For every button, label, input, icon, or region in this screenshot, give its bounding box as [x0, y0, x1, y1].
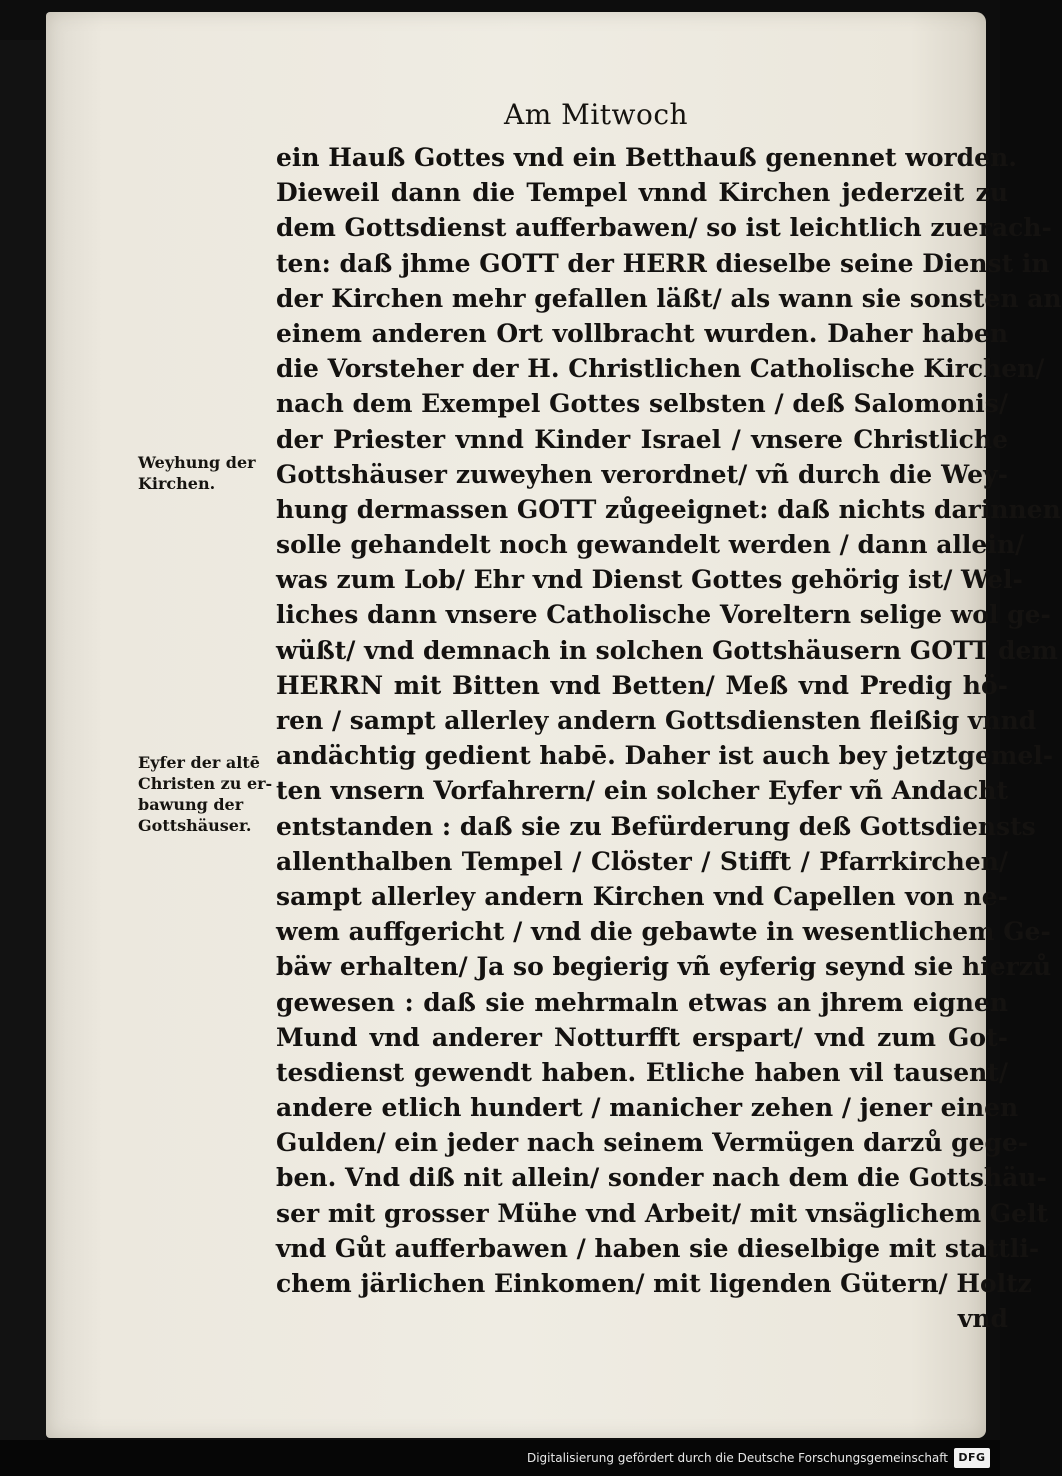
text-line: Mund vnd anderer Notturfft erspart/ vnd zum Got- [276, 1022, 1008, 1052]
text-line: die Vorsteher der H. Christlichen Catholische Kirchen/ [276, 354, 1045, 384]
text-line: der Priester vnnd Kinder Israel / vnsere Christliche [276, 424, 1008, 454]
text-line: ein Hauß Gottes vnd ein Betthauß genennet worden. [276, 143, 1017, 172]
text-line: entstanden : daß sie zu Befürderung deß Gottsdiensts [276, 811, 1036, 841]
margin-note-line: Kirchen. [138, 474, 216, 493]
book-page [46, 12, 1062, 1438]
text-line: gewesen : daß sie mehrmaln etwas an jhrem eignen [276, 987, 1008, 1017]
text-line: ser mit grosser Mühe vnd Arbeit/ mit vnsäglichem Gelt [276, 1198, 1049, 1228]
dfg-logo: DFG [954, 1448, 990, 1468]
text-line: ten: daß jhme GOTT der HERR dieselbe seine Dienst in [276, 248, 1050, 278]
text-line: chem järlichen Einkomen/ mit ligenden Gütern/ Holtz [276, 1269, 1032, 1298]
text-line: Gottshäuser zuweyhen verordnet/ vñ durch die Wey- [276, 459, 1008, 489]
margin-note-line: Eyfer der altē [138, 753, 260, 772]
text-line: Dieweil dann die Tempel vnnd Kirchen jederzeit zu [276, 178, 1008, 208]
margin-note-line: Weyhung der [138, 453, 256, 472]
text-line: Gulden/ ein jeder nach seinem Vermügen darzů gege- [276, 1128, 1029, 1158]
text-line: nach dem Exempel Gottes selbsten / deß Salomonis/ [276, 389, 1008, 419]
text-line: sampt allerley andern Kirchen vnd Capellen von ne- [276, 881, 1008, 911]
text-line: tesdienst gewendt haben. Etliche haben vil tausent/ [276, 1057, 1008, 1087]
text-line: solle gehandelt noch gewandelt werden / dann allein/ [276, 530, 1025, 560]
text-line: liches dann vnsere Catholische Voreltern selige wol ge- [276, 600, 1051, 630]
text-line: der Kirchen mehr gefallen läßt/ als wann sie sonsten an [276, 283, 1062, 313]
text-line: andächtig gedient habē. Daher ist auch bey jetztgemel- [276, 741, 1054, 771]
running-head: Am Mitwoch [504, 98, 689, 131]
text-line: dem Gottsdienst aufferbawen/ so ist leichtlich zuerach- [276, 213, 1052, 243]
text-line: ren / sampt allerley andern Gottsdiensten fleißig vnnd [276, 706, 1037, 735]
text-line: andere etlich hundert / manicher zehen / jener einen [276, 1093, 1019, 1123]
footer-bar [0, 1440, 1000, 1476]
catchword: vnd [957, 1304, 1008, 1334]
text-line: HERRN mit Bitten vnd Betten/ Meß vnd Predig hö- [276, 670, 1008, 700]
text-line: allenthalben Tempel / Clöster / Stifft / Pfarrkirchen/ [276, 846, 1008, 876]
funding-notice: Digitalisierung gefördert durch die Deutsche Forschungsgemeinschaft [526, 1451, 948, 1465]
text-line: ben. Vnd diß nit allein/ sonder nach dem die Gottshäu- [276, 1163, 1047, 1193]
text-line: wem auffgericht / vnd die gebawte in wesentlichem Ge- [276, 917, 1051, 947]
text-line: hung dermassen GOTT zůgeeignet: daß nichts darinnen [276, 494, 1061, 524]
text-line: bäw erhalten/ Ja so begierig vñ eyferig seynd sie hierzů [276, 952, 1052, 982]
text-line: was zum Lob/ Ehr vnd Dienst Gottes gehörig ist/ Wel- [276, 565, 1023, 595]
margin-note-line: bawung der [138, 795, 244, 814]
margin-note-line: Christen zu er- [138, 774, 273, 793]
text-line: wüßt/ vnd demnach in solchen Gottshäusern GOTT dem [276, 635, 1058, 665]
text-line: ten vnsern Vorfahrern/ ein solcher Eyfer vñ Andacht [276, 776, 1008, 806]
margin-note-1 [138, 452, 270, 494]
text-line: vnd Gůt aufferbawen / haben sie dieselbige mit stattli- [276, 1233, 1040, 1263]
margin-note-2 [138, 752, 273, 836]
body-text [276, 140, 1062, 1336]
text-line: einem anderen Ort vollbracht wurden. Daher haben [276, 318, 1008, 348]
spine-shadow [0, 40, 46, 1440]
margin-note-line: Gottshäuser. [138, 816, 252, 835]
